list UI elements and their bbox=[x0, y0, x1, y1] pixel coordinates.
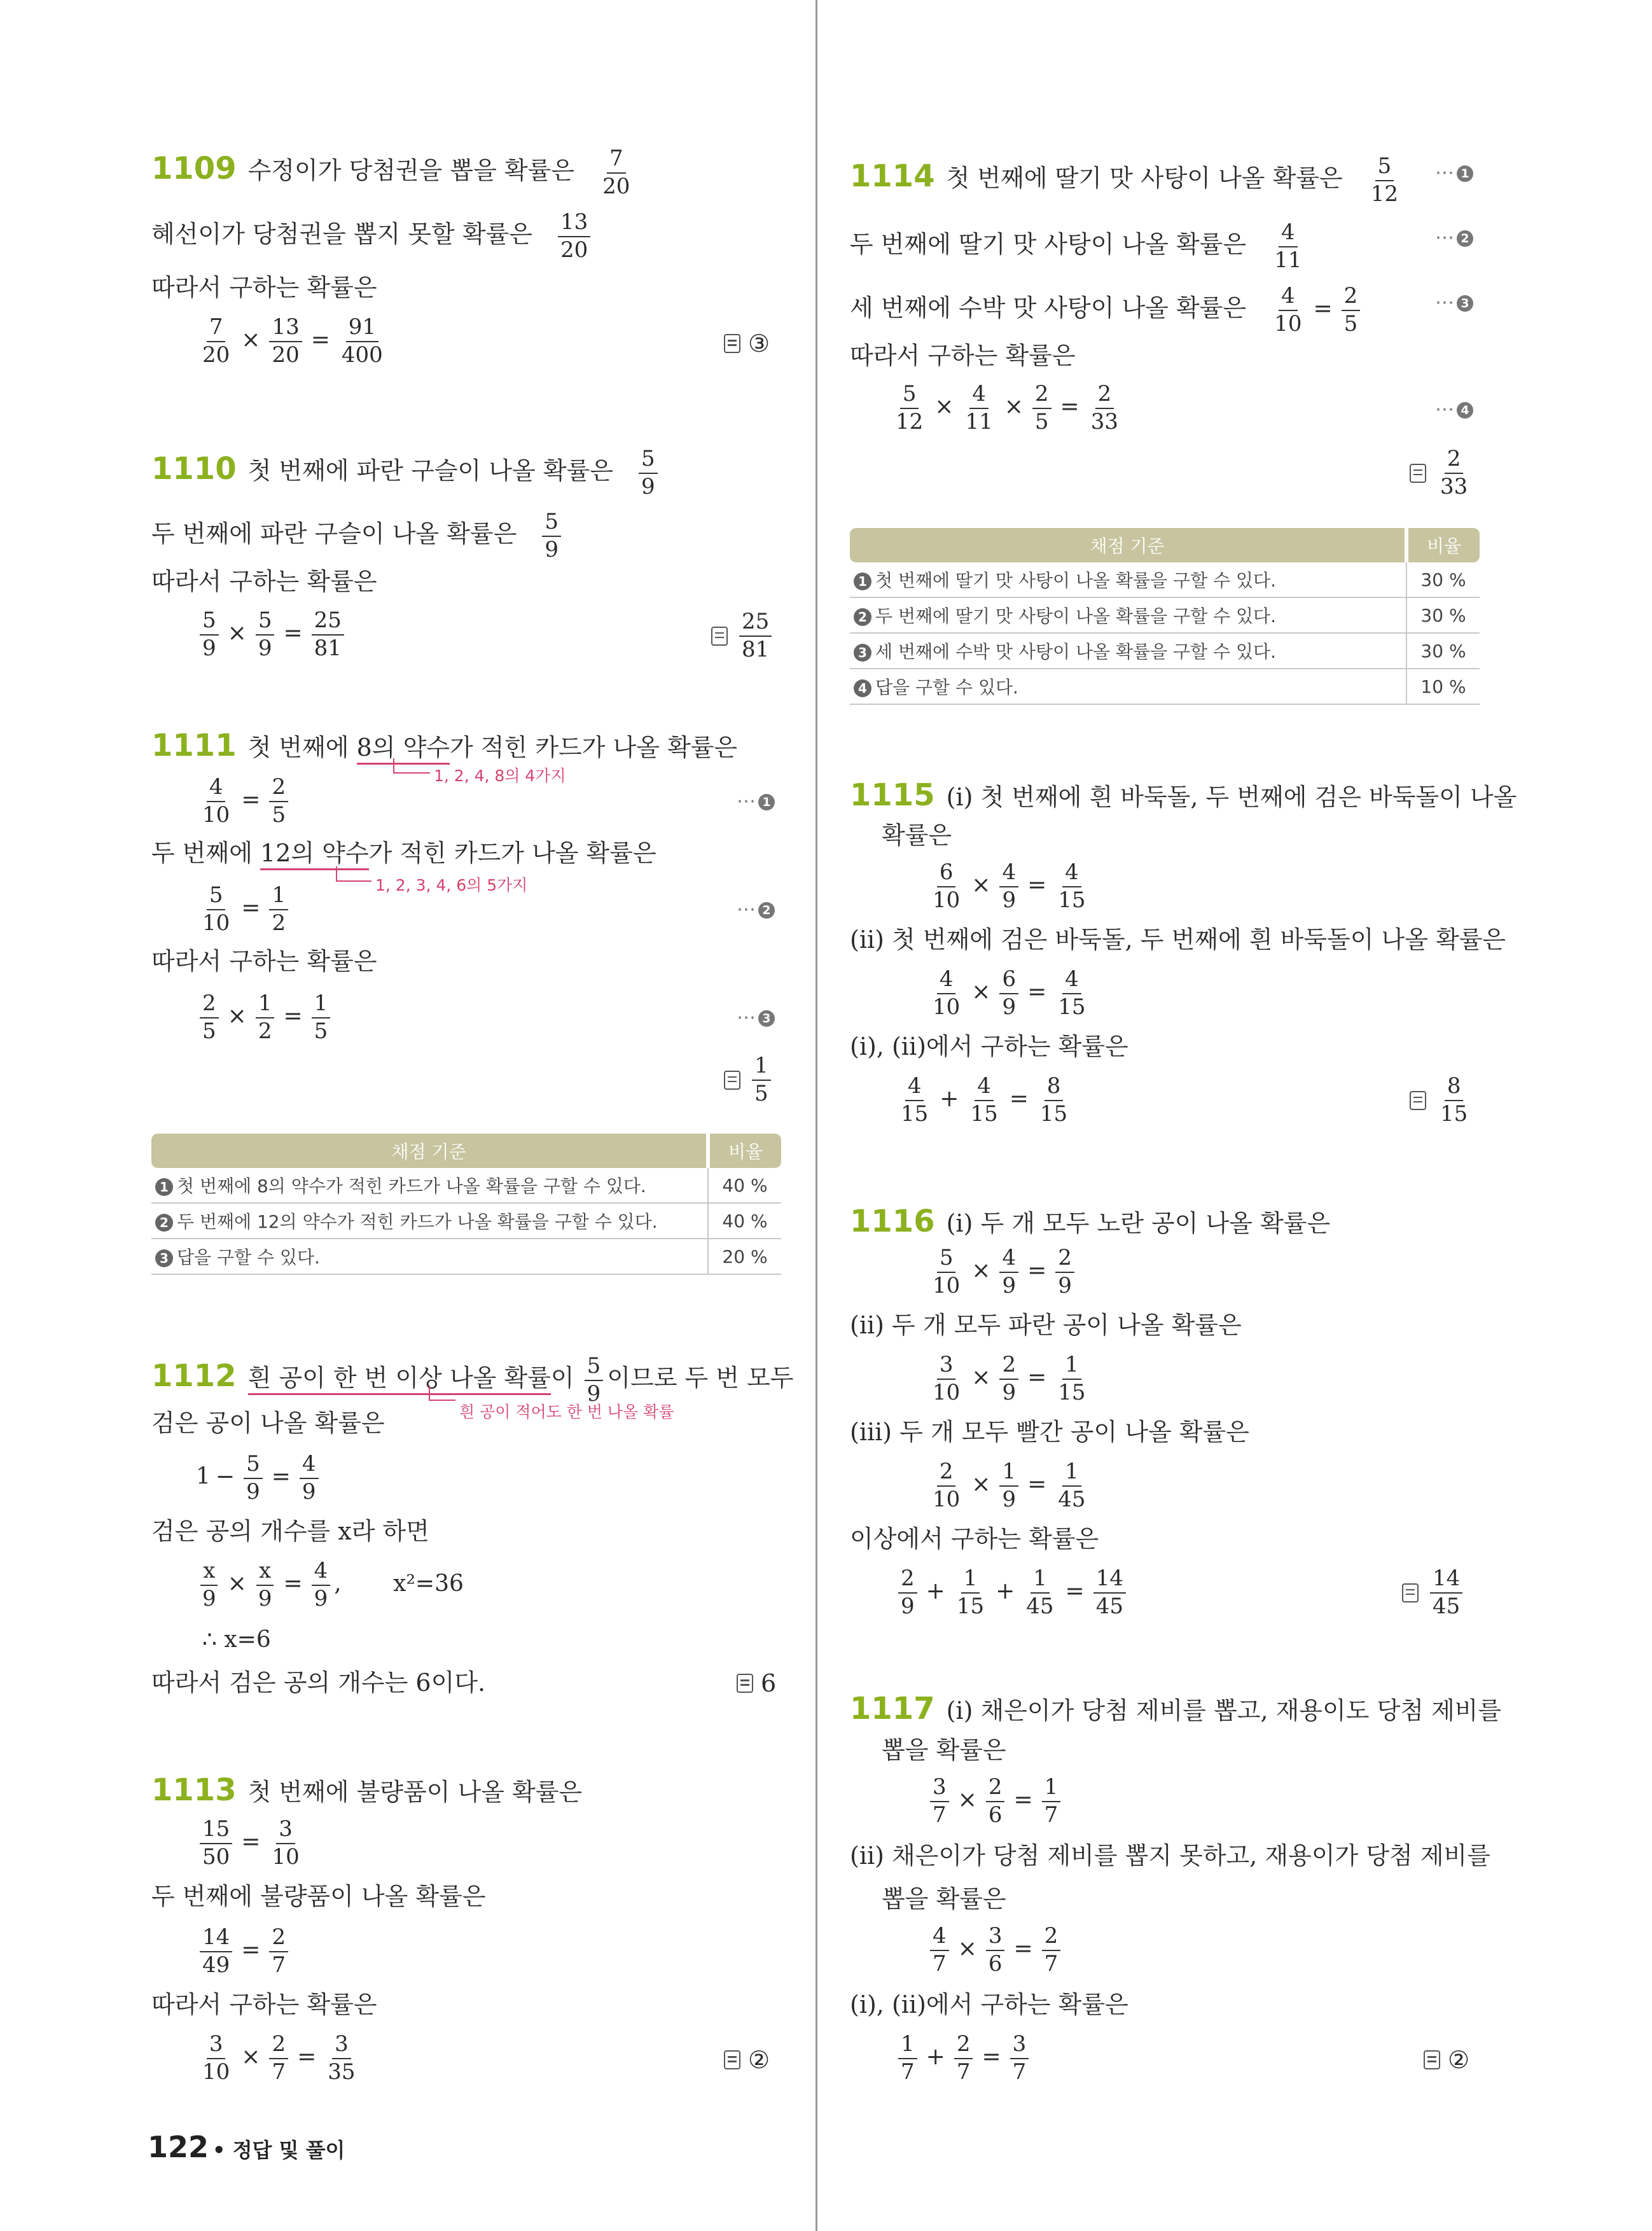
problem-1110-line1: 1110 첫 번째에 파란 구슬이 나올 확률은 $\frac{5}{9}$ bbox=[151, 448, 662, 498]
problem-1111-eq2: $\frac{5}{10}$ = $\frac{1}{2}$ bbox=[196, 884, 292, 935]
answer-1116: $\frac{14}{45}$ bbox=[1402, 1567, 1466, 1618]
problem-1114-line2: 두 번째에 딸기 맛 사탕이 나올 확률은 $\frac{4}{11}$ bbox=[850, 219, 1302, 273]
problem-1114-line3: 세 번째에 수박 맛 사탕이 나올 확률은 $\frac{4}{10}$ = $\frac{2}{5}$ bbox=[850, 285, 1364, 335]
problem-1113-line3: 따라서 구하는 확률은 bbox=[151, 1991, 377, 2019]
problem-1109-equation: $\frac{7}{20}$ × $\frac{13}{20}$ = $\frac{91}{400}$ bbox=[202, 314, 383, 368]
problem-1112-therefore: ∴ x=6 bbox=[202, 1627, 271, 1653]
page-number: 122 bbox=[148, 2130, 209, 2164]
fraction: $\frac{7}{20}$ bbox=[602, 146, 630, 199]
answer-1110: $\frac{25}{81}$ bbox=[711, 611, 775, 661]
problem-1110-line2: 두 번째에 파란 구슬이 나올 확률은 $\frac{5}{9}$ bbox=[151, 511, 565, 561]
table-row: 3 답을 구할 수 있다. 20 % bbox=[151, 1239, 781, 1274]
answer-icon bbox=[724, 334, 740, 353]
problem-1113-eq1: $\frac{15}{50}$ = $\frac{3}{10}$ bbox=[196, 1818, 306, 1868]
table-row: 4 답을 구할 수 있다. 10 % bbox=[850, 669, 1480, 704]
answer-1112: 6 bbox=[737, 1669, 776, 1697]
table-row: 3 세 번째에 수박 맛 사탕이 나올 확률을 구할 수 있다. 30 % bbox=[850, 633, 1480, 669]
problem-1116-line4: 이상에서 구하는 확률은 bbox=[850, 1525, 1099, 1553]
step-mark-3: ⋯ 3 bbox=[737, 1006, 775, 1029]
problem-1116-eq4: $\frac{2}{9}$ + $\frac{1}{15}$ + $\frac{1}{45}$ = $\frac{14}{45}$ bbox=[894, 1567, 1130, 1618]
problem-1117-eq3: $\frac{1}{7}$ + $\frac{2}{7}$ = $\frac{3}{7}$ bbox=[894, 2033, 1032, 2083]
problem-1110-equation: $\frac{5}{9}$ × $\frac{5}{9}$ = $\frac{25}{81}$ bbox=[196, 609, 348, 660]
problem-1111-line2: 두 번째에 12의 약수가 적힌 카드가 나올 확률은 bbox=[151, 841, 656, 865]
step-mark-4: ⋯ 4 bbox=[1435, 398, 1473, 420]
problem-1117-line1: 1117 (i) 채은이가 당첨 제비를 뽑고, 재용이도 당첨 제비를 bbox=[850, 1691, 1502, 1727]
problem-1111-line3: 따라서 구하는 확률은 bbox=[151, 947, 377, 975]
problem-1112-eq2: $\frac{x}{9}$ × $\frac{x}{9}$ = $\frac{4}{9}$ , x²=36 bbox=[196, 1560, 464, 1610]
problem-1117-eq1: $\frac{3}{7}$ × $\frac{2}{6}$ = $\frac{1}{7}$ bbox=[926, 1776, 1064, 1826]
problem-1112-line3: 검은 공의 개수를 x라 하면 bbox=[151, 1517, 429, 1545]
problem-1112-eq1: 1 − $\frac{5}{9}$ = $\frac{4}{9}$ bbox=[196, 1453, 323, 1503]
problem-1117-line2b: 뽑을 확률은 bbox=[882, 1885, 1006, 1913]
problem-1111-eq1: $\frac{4}{10}$ = $\frac{2}{5}$ bbox=[196, 776, 292, 826]
answer-1115: $\frac{8}{15}$ bbox=[1410, 1075, 1474, 1125]
table-row: 2 두 번째에 12의 약수가 적힌 카드가 나올 확률을 구할 수 있다. 40 % bbox=[151, 1203, 781, 1239]
problem-1112-line2: 검은 공이 나올 확률은 bbox=[151, 1409, 385, 1437]
problem-1116-eq2: $\frac{3}{10}$ × $\frac{2}{9}$ = $\frac{1}{15}$ bbox=[933, 1352, 1086, 1405]
problem-1115-line2: (ii) 첫 번째에 검은 바둑돌, 두 번째에 흰 바둑돌이 나올 확률은 bbox=[850, 926, 1506, 954]
table-row: 1 첫 번째에 8의 약수가 적힌 카드가 나올 확률을 구할 수 있다. 40 % bbox=[151, 1168, 781, 1203]
answer-1117: ② bbox=[1424, 2046, 1469, 2074]
page-footer bbox=[148, 2130, 345, 2164]
problem-1114-equation: $\frac{5}{12}$ × $\frac{4}{11}$ × $\frac{2}{5}$ = $\frac{2}{33}$ bbox=[896, 381, 1118, 434]
problem-number: 1109 bbox=[151, 151, 237, 187]
answer-1109: ③ bbox=[724, 330, 770, 358]
column-divider bbox=[816, 0, 817, 2231]
note-divisors-12: 1, 2, 3, 4, 6의 5가지 bbox=[375, 876, 528, 894]
scoring-table-1114: 채점 기준 비율 1 첫 번째에 딸기 맛 사탕이 나올 확률을 구할 수 있다. 30 % 2 두 번째에 딸기 맛 사탕이 나올 확률을 구할 수 있다. 30 % 3 세 번째에 수박 맛 사탕이 나올 확률을 구할 수 있다. 30 % 4 답을 구할 수 있다. 10 % bbox=[850, 528, 1480, 705]
problem-1113-line1: 1113 첫 번째에 불량품이 나올 확률은 bbox=[151, 1772, 583, 1808]
step-mark-3: ⋯ 3 bbox=[1435, 291, 1473, 314]
problem-1113-eq3: $\frac{3}{10}$ × $\frac{2}{7}$ = $\frac{3}{35}$ bbox=[202, 2031, 356, 2085]
problem-1117-line3: (i), (ii)에서 구하는 확률은 bbox=[850, 1991, 1128, 2019]
note-divisors-8: 1, 2, 4, 8의 4가지 bbox=[434, 767, 566, 785]
problem-1116-line3: (iii) 두 개 모두 빨간 공이 나올 확률은 bbox=[850, 1418, 1249, 1446]
problem-1116-eq1: $\frac{5}{10}$ × $\frac{4}{9}$ = $\frac{2}{9}$ bbox=[926, 1247, 1078, 1297]
problem-1111-eq3: $\frac{2}{5}$ × $\frac{1}{2}$ = $\frac{1}{5}$ bbox=[196, 992, 334, 1043]
answer-1114: $\frac{2}{33}$ bbox=[1410, 448, 1474, 498]
problem-1115-line3: (i), (ii)에서 구하는 확률은 bbox=[850, 1032, 1128, 1060]
step-mark-1: ⋯ 1 bbox=[737, 790, 775, 812]
problem-1116-line2: (ii) 두 개 모두 파란 공이 나올 확률은 bbox=[850, 1311, 1242, 1339]
problem-1115-line1: 1115 (i) 첫 번째에 흰 바둑돌, 두 번째에 검은 바둑돌이 나올 bbox=[850, 777, 1517, 813]
problem-1117-eq2: $\frac{4}{7}$ × $\frac{3}{6}$ = $\frac{2}{7}$ bbox=[926, 1925, 1064, 1975]
fraction: $\frac{13}{20}$ bbox=[558, 211, 590, 261]
problem-1109-line1: 1109 수정이가 당첨권을 뽑을 확률은 $\frac{7}{20}$ bbox=[151, 148, 636, 198]
problem-1112-line1: 1112 흰 공이 한 번 이상 나올 확률이 $\frac{5}{9}$ 이므로 두 번 모두 bbox=[151, 1353, 794, 1407]
problem-1115-eq3: $\frac{4}{15}$ + $\frac{4}{15}$ = $\frac{8}{15}$ bbox=[901, 1073, 1068, 1127]
note-white-ball: 흰 공이 적어도 한 번 나올 확률 bbox=[459, 1403, 674, 1421]
problem-1112-line4: 따라서 검은 공의 개수는 6이다. bbox=[151, 1669, 486, 1697]
problem-1111-line1: 1111 첫 번째에 8의 약수가 적힌 카드가 나올 확률은 bbox=[151, 728, 738, 763]
problem-1109-line3: 따라서 구하는 확률은 bbox=[151, 274, 377, 302]
step-mark-2: ⋯ 2 bbox=[737, 898, 775, 921]
problem-1114-line4: 따라서 구하는 확률은 bbox=[850, 342, 1076, 370]
problem-1117-line2: (ii) 채은이가 당첨 제비를 뽑지 못하고, 재용이가 당첨 제비를 bbox=[850, 1842, 1490, 1870]
step-mark-2: ⋯ 2 bbox=[1435, 226, 1473, 249]
answer-1111: $\frac{1}{5}$ bbox=[724, 1055, 775, 1105]
table-row: 1 첫 번째에 딸기 맛 사탕이 나올 확률을 구할 수 있다. 30 % bbox=[850, 562, 1480, 597]
problem-1115-eq2: $\frac{4}{10}$ × $\frac{6}{9}$ = $\frac{4}{15}$ bbox=[933, 966, 1086, 1020]
problem-1114-line1: 1114 첫 번째에 딸기 맛 사탕이 나올 확률은 $\frac{5}{12}$ bbox=[850, 153, 1399, 207]
answer-1113: ② bbox=[724, 2046, 770, 2074]
problem-1113-line2: 두 번째에 불량품이 나올 확률은 bbox=[151, 1882, 486, 1910]
problem-1116-line1: 1116 (i) 두 개 모두 노란 공이 나올 확률은 bbox=[850, 1204, 1331, 1239]
problem-1115-line1b: 확률은 bbox=[882, 821, 952, 849]
problem-1116-eq3: $\frac{2}{10}$ × $\frac{1}{9}$ = $\frac{1}{45}$ bbox=[933, 1459, 1086, 1512]
scoring-table-1111: 채점 기준 비율 1 첫 번째에 8의 약수가 적힌 카드가 나올 확률을 구할 수 있다. 40 % 2 두 번째에 12의 약수가 적힌 카드가 나올 확률을 구할 수 있다. 40 % 3 답을 구할 수 있다. 20 % bbox=[151, 1134, 781, 1275]
problem-1117-line1b: 뽑을 확률은 bbox=[882, 1736, 1006, 1764]
problem-1115-eq1: $\frac{6}{10}$ × $\frac{4}{9}$ = $\frac{4}{15}$ bbox=[933, 859, 1086, 913]
problem-1109-line2: 혜선이가 당첨권을 뽑지 못할 확률은 $\frac{13}{20}$ bbox=[151, 211, 594, 261]
step-mark-1: ⋯ 1 bbox=[1435, 162, 1473, 184]
problem-1113-eq2: $\frac{14}{49}$ = $\frac{2}{7}$ bbox=[196, 1926, 292, 1977]
table-row: 2 두 번째에 딸기 맛 사탕이 나올 확률을 구할 수 있다. 30 % bbox=[850, 597, 1480, 633]
footer-label: • 정답 및 풀이 bbox=[212, 2138, 345, 2162]
problem-1110-line3: 따라서 구하는 확률은 bbox=[151, 567, 377, 595]
